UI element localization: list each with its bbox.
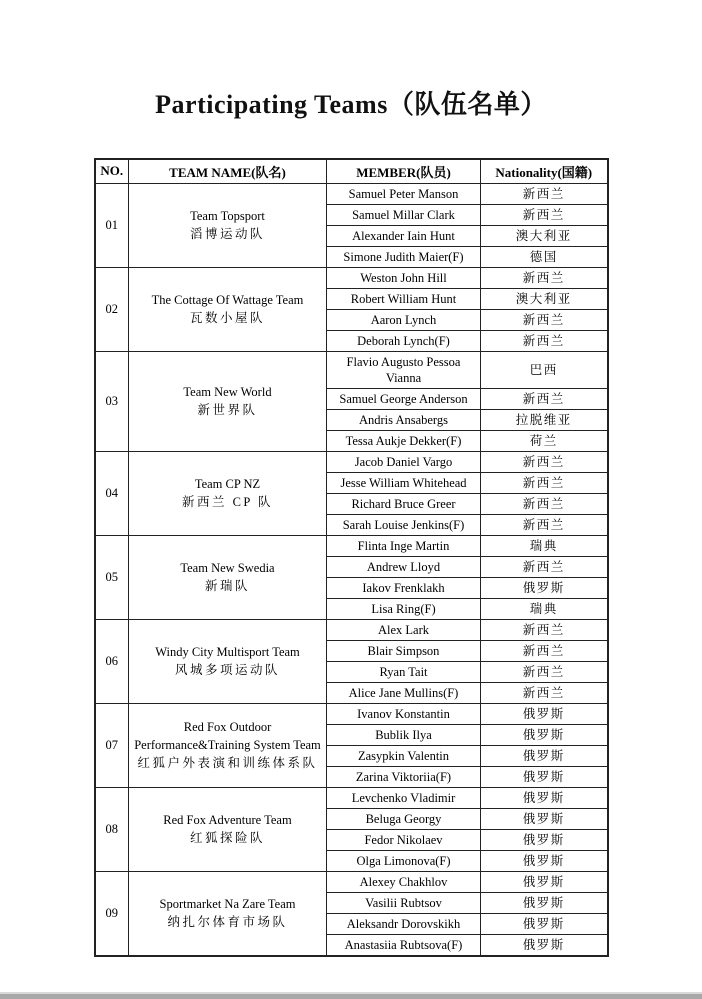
member-name: Zarina Viktoriia(F) xyxy=(327,766,481,787)
team-name-chinese: 滔博运动队 xyxy=(189,227,265,241)
team-name-english: Team New World xyxy=(183,385,272,399)
team-number: 03 xyxy=(95,351,129,451)
member-nationality: 新西兰 xyxy=(481,309,608,330)
team-name-cell xyxy=(129,351,327,451)
member-nationality: 俄罗斯 xyxy=(481,850,608,871)
member-name: Alice Jane Mullins(F) xyxy=(327,682,481,703)
member-name: Vasilii Rubtsov xyxy=(327,892,481,913)
team-number: 02 xyxy=(95,267,129,351)
member-name: Flavio Augusto Pessoa Vianna xyxy=(327,351,481,388)
team-name-english: The Cottage Of Wattage Team xyxy=(151,293,304,307)
member-nationality: 澳大利亚 xyxy=(481,225,608,246)
team-number: 08 xyxy=(95,787,129,871)
member-nationality: 新西兰 xyxy=(481,330,608,351)
member-name: Richard Bruce Greer xyxy=(327,493,481,514)
table-header-row xyxy=(95,159,608,183)
team-name-chinese: 瓦数小屋队 xyxy=(189,311,265,325)
member-nationality: 新西兰 xyxy=(481,640,608,661)
member-name: Lisa Ring(F) xyxy=(327,598,481,619)
team-number: 07 xyxy=(95,703,129,787)
team-name-chinese: 新西兰 CP 队 xyxy=(181,495,274,509)
member-nationality: 新西兰 xyxy=(481,493,608,514)
member-nationality: 俄罗斯 xyxy=(481,745,608,766)
member-name: Robert William Hunt xyxy=(327,288,481,309)
team-name-cell xyxy=(129,787,327,871)
member-nationality: 俄罗斯 xyxy=(481,766,608,787)
member-row xyxy=(95,703,608,724)
member-name: Iakov Frenklakh xyxy=(327,577,481,598)
member-nationality: 澳大利亚 xyxy=(481,288,608,309)
member-nationality: 新西兰 xyxy=(481,514,608,535)
member-row xyxy=(95,535,608,556)
member-name: Fedor Nikolaev xyxy=(327,829,481,850)
member-row xyxy=(95,619,608,640)
member-row xyxy=(95,351,608,388)
bottom-scrollbar[interactable] xyxy=(0,992,702,999)
member-nationality: 新西兰 xyxy=(481,183,608,204)
team-name-chinese: 纳扎尔体育市场队 xyxy=(167,915,288,929)
member-row xyxy=(95,871,608,892)
team-name-english: Team Topsport xyxy=(190,209,265,223)
header-member: MEMBER(队员) xyxy=(327,159,481,183)
participating-teams-table xyxy=(94,158,609,957)
member-name: Zasypkin Valentin xyxy=(327,745,481,766)
member-name: Levchenko Vladimir xyxy=(327,787,481,808)
member-name: Jesse William Whitehead xyxy=(327,472,481,493)
member-nationality: 新西兰 xyxy=(481,472,608,493)
member-row xyxy=(95,451,608,472)
member-nationality: 俄罗斯 xyxy=(481,724,608,745)
member-name: Beluga Georgy xyxy=(327,808,481,829)
team-name-english: Red Fox Adventure Team xyxy=(163,813,292,827)
team-name-cell xyxy=(129,703,327,787)
team-name-english: Team CP NZ xyxy=(194,477,261,491)
member-name: Weston John Hill xyxy=(327,267,481,288)
member-name: Simone Judith Maier(F) xyxy=(327,246,481,267)
team-name-cell xyxy=(129,183,327,267)
team-name-chinese: 红狐探险队 xyxy=(189,831,265,845)
member-nationality: 拉脱维亚 xyxy=(481,409,608,430)
member-name: Samuel Peter Manson xyxy=(327,183,481,204)
member-name: Tessa Aukje Dekker(F) xyxy=(327,430,481,451)
member-name: Deborah Lynch(F) xyxy=(327,330,481,351)
member-nationality: 瑞典 xyxy=(481,535,608,556)
member-nationality: 俄罗斯 xyxy=(481,787,608,808)
team-number: 06 xyxy=(95,619,129,703)
member-name: Aleksandr Dorovskikh xyxy=(327,913,481,934)
page-title: Participating Teams（队伍名单） xyxy=(155,90,547,119)
member-name: Blair Simpson xyxy=(327,640,481,661)
member-nationality: 新西兰 xyxy=(481,204,608,225)
team-name-cell xyxy=(129,267,327,351)
member-nationality: 新西兰 xyxy=(481,388,608,409)
team-number: 09 xyxy=(95,871,129,956)
member-nationality: 俄罗斯 xyxy=(481,913,608,934)
member-row xyxy=(95,183,608,204)
team-number: 01 xyxy=(95,183,129,267)
member-nationality: 俄罗斯 xyxy=(481,703,608,724)
member-nationality: 新西兰 xyxy=(481,661,608,682)
member-name: Samuel George Anderson xyxy=(327,388,481,409)
header-team-name: TEAM NAME(队名) xyxy=(129,159,327,183)
team-name-english: Red Fox Outdoor Performance&Training System Team xyxy=(134,720,321,752)
team-name-cell xyxy=(129,535,327,619)
member-name: Andris Ansabergs xyxy=(327,409,481,430)
team-number: 04 xyxy=(95,451,129,535)
member-name: Samuel Millar Clark xyxy=(327,204,481,225)
team-name-cell xyxy=(129,619,327,703)
member-name: Sarah Louise Jenkins(F) xyxy=(327,514,481,535)
member-nationality: 俄罗斯 xyxy=(481,808,608,829)
header-no: NO. xyxy=(95,159,129,183)
member-name: Flinta Inge Martin xyxy=(327,535,481,556)
team-name-chinese: 新瑞队 xyxy=(204,579,250,593)
member-row xyxy=(95,787,608,808)
member-nationality: 俄罗斯 xyxy=(481,829,608,850)
team-name-cell xyxy=(129,451,327,535)
team-number: 05 xyxy=(95,535,129,619)
member-name: Aaron Lynch xyxy=(327,309,481,330)
member-nationality: 荷兰 xyxy=(481,430,608,451)
member-row xyxy=(95,267,608,288)
member-nationality: 巴西 xyxy=(481,351,608,388)
team-name-english: Team New Swedia xyxy=(180,561,275,575)
member-name: Ryan Tait xyxy=(327,661,481,682)
member-nationality: 俄罗斯 xyxy=(481,934,608,956)
member-nationality: 瑞典 xyxy=(481,598,608,619)
member-name: Bublik Ilya xyxy=(327,724,481,745)
member-name: Alex Lark xyxy=(327,619,481,640)
member-name: Olga Limonova(F) xyxy=(327,850,481,871)
member-name: Ivanov Konstantin xyxy=(327,703,481,724)
team-name-english: Windy City Multisport Team xyxy=(155,645,300,659)
member-nationality: 新西兰 xyxy=(481,619,608,640)
member-nationality: 新西兰 xyxy=(481,451,608,472)
team-name-chinese: 风城多项运动队 xyxy=(174,663,280,677)
team-name-chinese: 新世界队 xyxy=(197,403,258,417)
member-name: Anastasiia Rubtsova(F) xyxy=(327,934,481,956)
team-name-english: Sportmarket Na Zare Team xyxy=(159,897,296,911)
member-nationality: 新西兰 xyxy=(481,682,608,703)
member-nationality: 德国 xyxy=(481,246,608,267)
member-nationality: 俄罗斯 xyxy=(481,892,608,913)
member-name: Jacob Daniel Vargo xyxy=(327,451,481,472)
header-nationality: Nationality(国籍) xyxy=(481,159,608,183)
member-name: Alexey Chakhlov xyxy=(327,871,481,892)
team-name-cell xyxy=(129,871,327,956)
member-nationality: 俄罗斯 xyxy=(481,871,608,892)
member-nationality: 新西兰 xyxy=(481,267,608,288)
member-nationality: 俄罗斯 xyxy=(481,577,608,598)
member-name: Andrew Lloyd xyxy=(327,556,481,577)
team-name-chinese: 红狐户外表演和训练体系队 xyxy=(137,756,318,770)
member-nationality: 新西兰 xyxy=(481,556,608,577)
member-name: Alexander Iain Hunt xyxy=(327,225,481,246)
